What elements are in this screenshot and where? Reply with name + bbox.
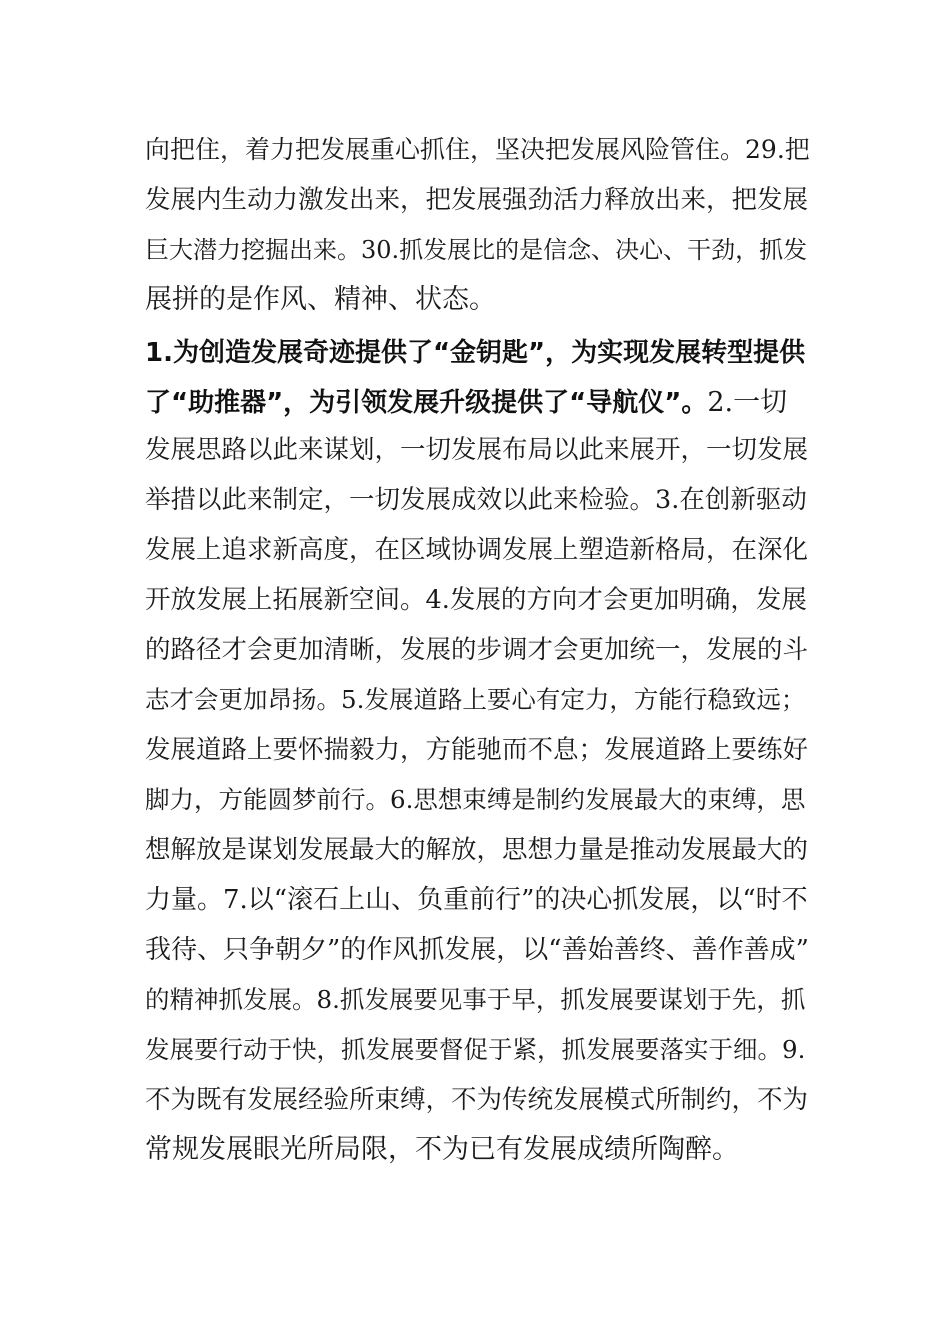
text-line: 不为既有发展经验所束缚，不为传统发展模式所制约，不为: [145, 1085, 809, 1115]
text-line: 展拼的是作风、精神、状态。: [145, 284, 496, 315]
text-line: 巨大潜力挖掘出来。30.抓发展比的是信念、决心、干劲，抓发: [145, 236, 808, 264]
text-line: 我待、只争朝夕”的作风抓发展，以“善始善终、善作善成”: [145, 935, 809, 965]
bold-text-segment: 了“助推器”，为引领发展升级提供了“导航仪”。: [145, 388, 708, 418]
text-line: 的路径才会更加清晰，发展的步调才会更加统一，发展的斗: [145, 635, 809, 665]
text-line: 发展上追求新高度，在区域协调发展上塑造新格局，在深化: [145, 535, 809, 565]
text-line: 向把住，着力把发展重心抓住，坚决把发展风险管住。29.把: [145, 135, 810, 164]
text-line: 的精神抓发展。8.抓发展要见事于早，抓发展要谋划于先，抓: [145, 985, 806, 1014]
text-line: 想解放是谋划发展最大的解放，思想力量是推动发展最大的: [145, 835, 809, 865]
text-line: 举措以此来制定，一切发展成效以此来检验。3.在创新驱动: [145, 485, 807, 515]
text-line: 发展要行动于快，抓发展要督促于紧，抓发展要落实于细。9.: [145, 1035, 806, 1064]
text-line: 常规发展眼光所局限，不为已有发展成绩所陶醉。: [145, 1134, 739, 1165]
text-line: 开放发展上拓展新空间。4.发展的方向才会更加明确，发展: [145, 585, 807, 615]
text-line: 发展内生动力激发出来，把发展强劲活力释放出来，把发展: [145, 185, 809, 215]
text-segment: 2.一切: [707, 387, 788, 418]
text-line: 脚力，方能圆梦前行。6.思想束缚是制约发展最大的束缚，思: [145, 785, 806, 814]
text-line: 力量。7.以“滚石上山、负重前行”的决心抓发展，以“时不: [145, 885, 808, 915]
text-line: 志才会更加昂扬。5.发展道路上要心有定力，方能行稳致远；: [145, 685, 806, 714]
text-line: 发展思路以此来谋划，一切发展布局以此来展开，一切发展: [145, 435, 809, 465]
bold-text-line: [145, 377, 815, 429]
bold-text-line: 1.为创造发展奇迹提供了“金钥匙”，为实现发展转型提供: [145, 338, 806, 368]
text-line: 发展道路上要怀揣毅力，方能驰而不息；发展道路上要练好: [145, 735, 809, 765]
